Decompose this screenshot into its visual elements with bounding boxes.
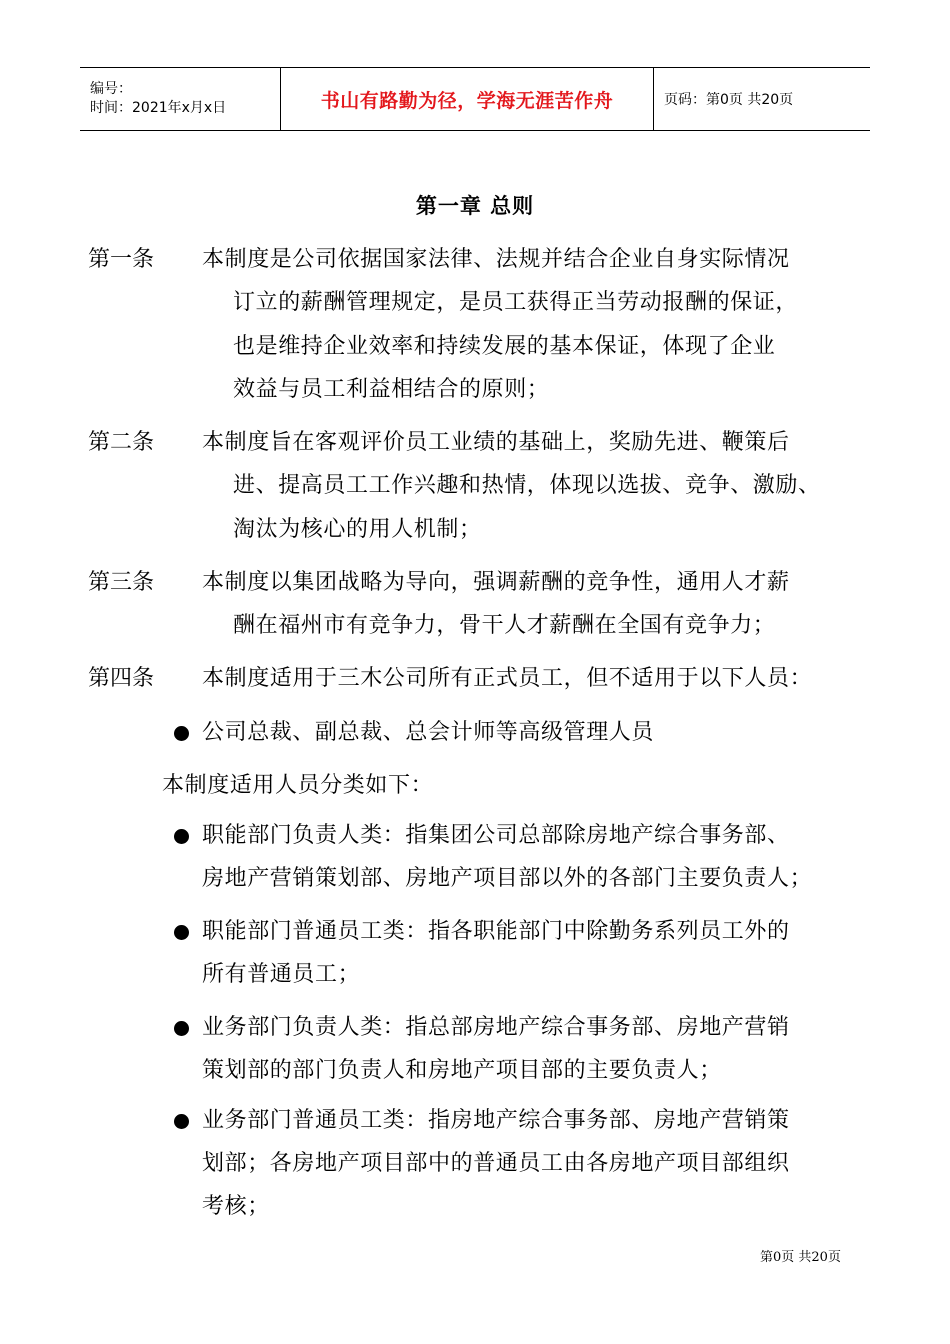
header-motto-cell xyxy=(281,68,654,130)
bullet-line: 考核； xyxy=(202,1194,270,1219)
bullet-dot xyxy=(174,925,189,940)
page-header xyxy=(80,67,870,131)
header-page-info xyxy=(654,68,870,130)
header-meta xyxy=(80,68,281,130)
bullet-line: 划部；各房地产项目部中的普通员工由各房地产项目部组织 xyxy=(202,1151,790,1176)
article-number: 第三条 xyxy=(88,570,155,595)
bullet-line: 房地产营销策划部、房地产项目部以外的各部门主要负责人； xyxy=(202,866,813,891)
bullet-line: 业务部门负责人类：指总部房地产综合事务部、房地产营销 xyxy=(202,1015,790,1040)
bullet-line: 职能部门普通员工类：指各职能部门中除勤务系列员工外的 xyxy=(202,919,790,944)
number-label: 编号： xyxy=(90,81,132,97)
bullet-dot xyxy=(174,829,189,844)
motto: 书山有路勤为径，学海无涯苦作舟 xyxy=(320,89,614,112)
article-line: 淘汰为核心的用人机制； xyxy=(233,517,482,542)
bullet-line: 策划部的部门负责人和房地产项目部的主要负责人； xyxy=(202,1058,722,1083)
article-line: 酬在福州市有竞争力，骨干人才薪酬在全国有竞争力； xyxy=(233,613,776,638)
bullet-dot xyxy=(174,1114,189,1129)
bullet-dot xyxy=(174,1021,189,1036)
article-line: 也是维持企业效率和持续发展的基本保证，体现了企业 xyxy=(233,334,776,359)
article-line: 本制度适用于三木公司所有正式员工，但不适用于以下人员： xyxy=(202,666,813,691)
time-label: 时间：2021年x月x日 xyxy=(90,100,227,116)
article-line: 订立的薪酬管理规定，是员工获得正当劳动报酬的保证， xyxy=(233,290,799,315)
article-number: 第四条 xyxy=(88,666,155,691)
bullet-line: 所有普通员工； xyxy=(202,962,361,987)
article-number: 第一条 xyxy=(88,247,155,272)
chapter-title: 第一章 总则 xyxy=(415,193,535,218)
excluded-item: 公司总裁、副总裁、总会计师等高级管理人员 xyxy=(202,720,655,745)
article-line: 进、提高员工工作兴趣和热情，体现以选拔、竞争、激励、 xyxy=(233,473,821,498)
classification-intro: 本制度适用人员分类如下： xyxy=(162,773,434,798)
bullet-dot xyxy=(174,726,189,741)
article-line: 本制度以集团战略为导向，强调薪酬的竞争性，通用人才薪 xyxy=(202,570,790,595)
article-line: 本制度旨在客观评价员工业绩的基础上，奖励先进、鞭策后 xyxy=(202,430,790,455)
article-line: 本制度是公司依据国家法律、法规并结合企业自身实际情况 xyxy=(202,247,790,272)
page-info: 页码：第0页 共20页 xyxy=(664,92,794,108)
article-number: 第二条 xyxy=(88,430,155,455)
bullet-line: 业务部门普通员工类：指房地产综合事务部、房地产营销策 xyxy=(202,1108,790,1133)
bullet-line: 职能部门负责人类：指集团公司总部除房地产综合事务部、 xyxy=(202,823,790,848)
article-line: 效益与员工利益相结合的原则； xyxy=(233,377,550,402)
page-footer: 第0页 共20页 xyxy=(760,1250,841,1265)
